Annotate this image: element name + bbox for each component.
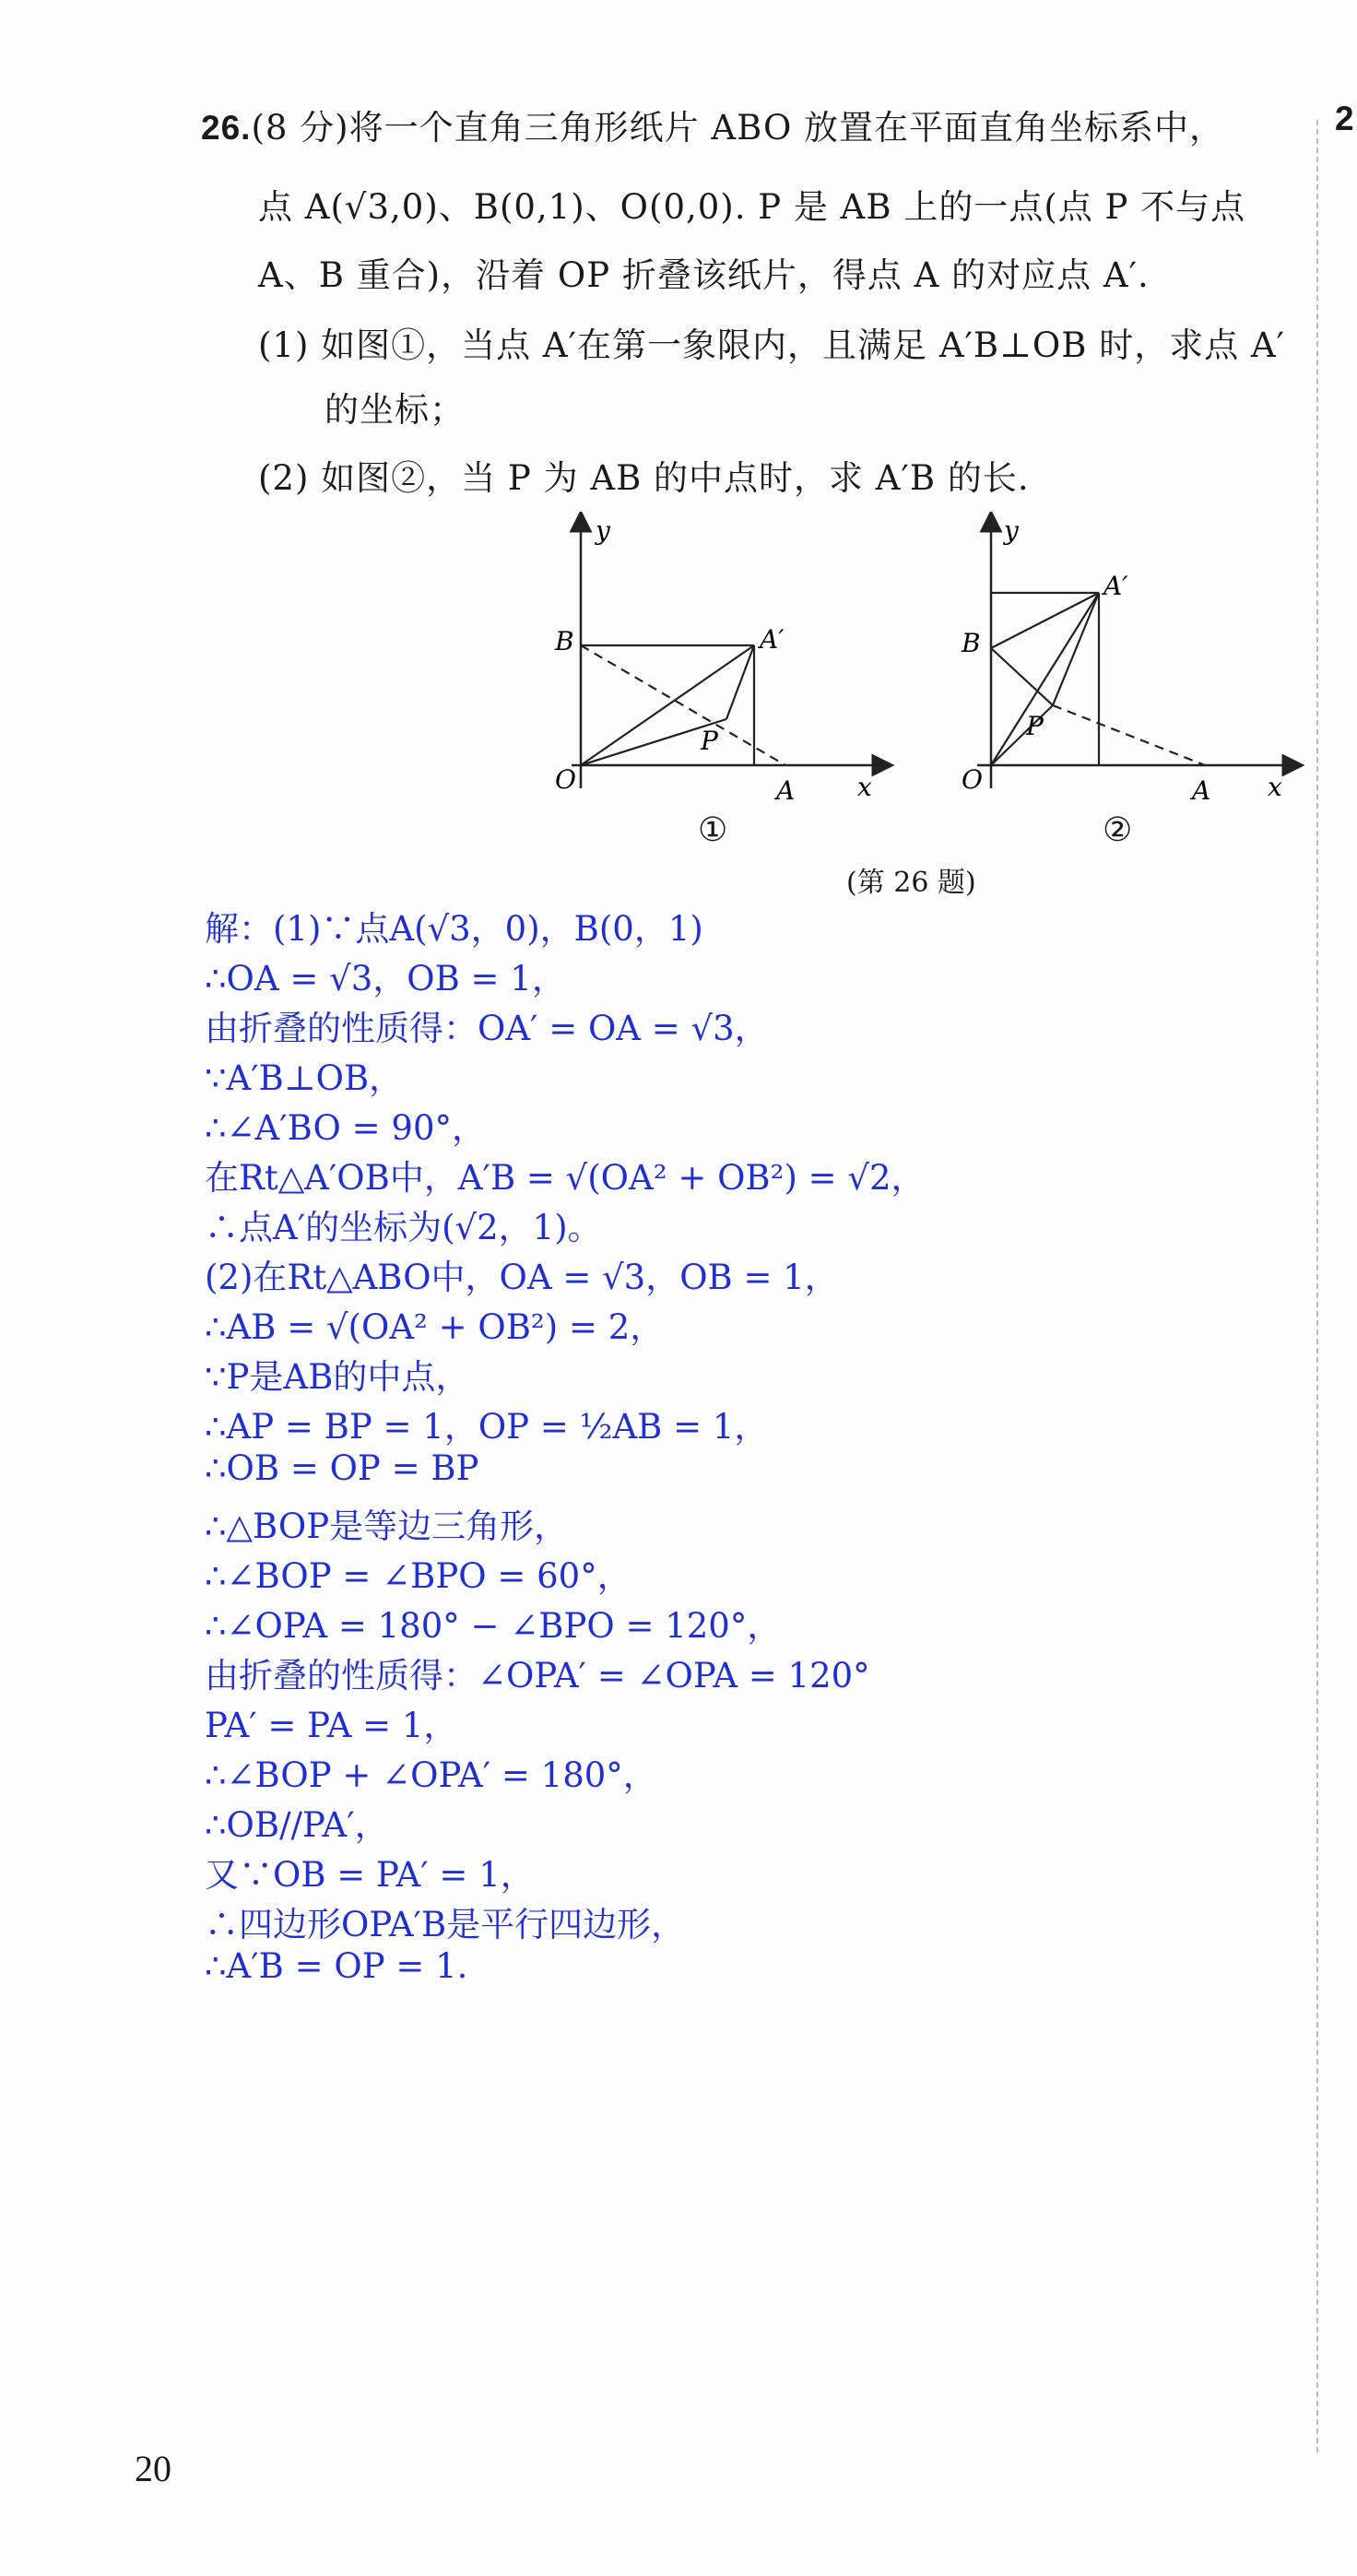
fig1-label-Aprime: A′: [760, 624, 785, 655]
fig2-label-y: y: [1004, 515, 1019, 546]
problem-line-2: 点 A(√3,0)、B(0,1)、O(0,0). P 是 AB 上的一点(点 P 不与点: [258, 187, 1246, 227]
part-1-line-a: (1) 如图①，当点 A′在第一象限内，且满足 A′B⊥OB 时，求点 A′: [258, 325, 1286, 365]
fig1-label-B: B: [555, 626, 574, 656]
column-divider: [1316, 120, 1318, 2452]
problem-points: (8 分): [251, 108, 349, 148]
figure-caption: (第 26 题): [846, 867, 976, 899]
fig1-label-P: P: [701, 726, 718, 756]
fig2-segment-OA-prime: [991, 593, 1099, 765]
fig1-segment-OA-prime: [581, 645, 754, 765]
solution-line-21: ∴四边形OPA′B是平行四边形，: [205, 1905, 686, 1944]
fig2-label-A: A: [1192, 775, 1211, 806]
solution-line-2: ∴OA = √3，OB = 1，: [205, 959, 566, 998]
fig1-label-x: x: [857, 772, 872, 802]
solution-line-22: ∴A′B = OP = 1.: [205, 1946, 468, 1986]
fig1-segment-PA-prime: [726, 645, 754, 719]
fig2-segment-PA-dashed: [1053, 705, 1205, 765]
fig2-label-x: x: [1268, 772, 1282, 802]
fig2-label-O: O: [962, 764, 983, 795]
fig1-label-y: y: [596, 515, 610, 546]
solution-line-3: 由折叠的性质得：OA′ = OA = √3，: [205, 1009, 769, 1048]
problem-text-1: 将一个直角三角形纸片 ABO 放置在平面直角坐标系中，: [348, 108, 1225, 148]
part-2-line: (2) 如图②，当 P 为 AB 的中点时，求 A′B 的长.: [258, 458, 1030, 498]
solution-line-8: (2)在Rt△ABO中，OA = √3，OB = 1，: [205, 1258, 839, 1297]
solution-line-15: ∴∠OPA = 180° − ∠BPO = 120°，: [205, 1606, 782, 1646]
solution-line-9: ∴AB = √(OA² + OB²) = 2，: [205, 1307, 665, 1347]
solution-line-14: ∴∠BOP = ∠BPO = 60°，: [205, 1556, 631, 1596]
part-1-line-b: 的坐标；: [324, 390, 465, 430]
solution-line-10: ∵P是AB的中点，: [205, 1357, 470, 1397]
figure-1: [535, 512, 903, 816]
fig2-segment-BP: [991, 648, 1053, 705]
figure-2-label: ②: [1103, 811, 1133, 849]
solution-line-18: ∴∠BOP + ∠OPA′ = 180°，: [205, 1755, 657, 1795]
fig1-label-O: O: [555, 764, 576, 795]
solution-line-6: 在Rt△A′OB中，A′B = √(OA² + OB²) = √2，: [205, 1158, 926, 1198]
solution-line-7: ∴点A′的坐标为(√2，1)。: [205, 1208, 602, 1247]
solution-line-5: ∴∠A′BO = 90°，: [205, 1108, 486, 1148]
figure-2: [945, 512, 1314, 816]
fig2-label-B: B: [962, 628, 981, 658]
solution-line-16: 由折叠的性质得：∠OPA′ = ∠OPA = 120°: [205, 1656, 870, 1696]
fig2-segment-PA-prime: [1053, 593, 1099, 705]
solution-line-17: PA′ = PA = 1，: [205, 1706, 458, 1745]
solution-line-4: ∵A′B⊥OB，: [205, 1058, 404, 1098]
next-column-stub: 2: [1335, 100, 1355, 137]
problem-line-3: A、B 重合)，沿着 OP 折叠该纸片，得点 A 的对应点 A′.: [258, 255, 1150, 295]
problem-line-1: [201, 100, 1224, 149]
fig2-label-Aprime: A′: [1103, 571, 1128, 601]
solution-line-11: ∴AP = BP = 1，OP = ½AB = 1，: [205, 1407, 769, 1447]
solution-line-13: ∴△BOP是等边三角形，: [205, 1507, 569, 1546]
figure-1-label: ①: [698, 811, 728, 849]
solution-line-1: 解：(1)∵点A(√3，0)，B(0，1): [205, 909, 703, 949]
fig2-label-P: P: [1026, 711, 1044, 741]
solution-line-19: ∴OB//PA′，: [205, 1805, 389, 1845]
solution-line-20: 又∵OB = PA′ = 1，: [205, 1855, 535, 1895]
page-number: 20: [135, 2448, 171, 2489]
problem-number: 26.: [201, 109, 252, 147]
solution-line-12: ∴OB = OP = BP: [205, 1448, 479, 1488]
fig1-label-A: A: [776, 775, 796, 806]
